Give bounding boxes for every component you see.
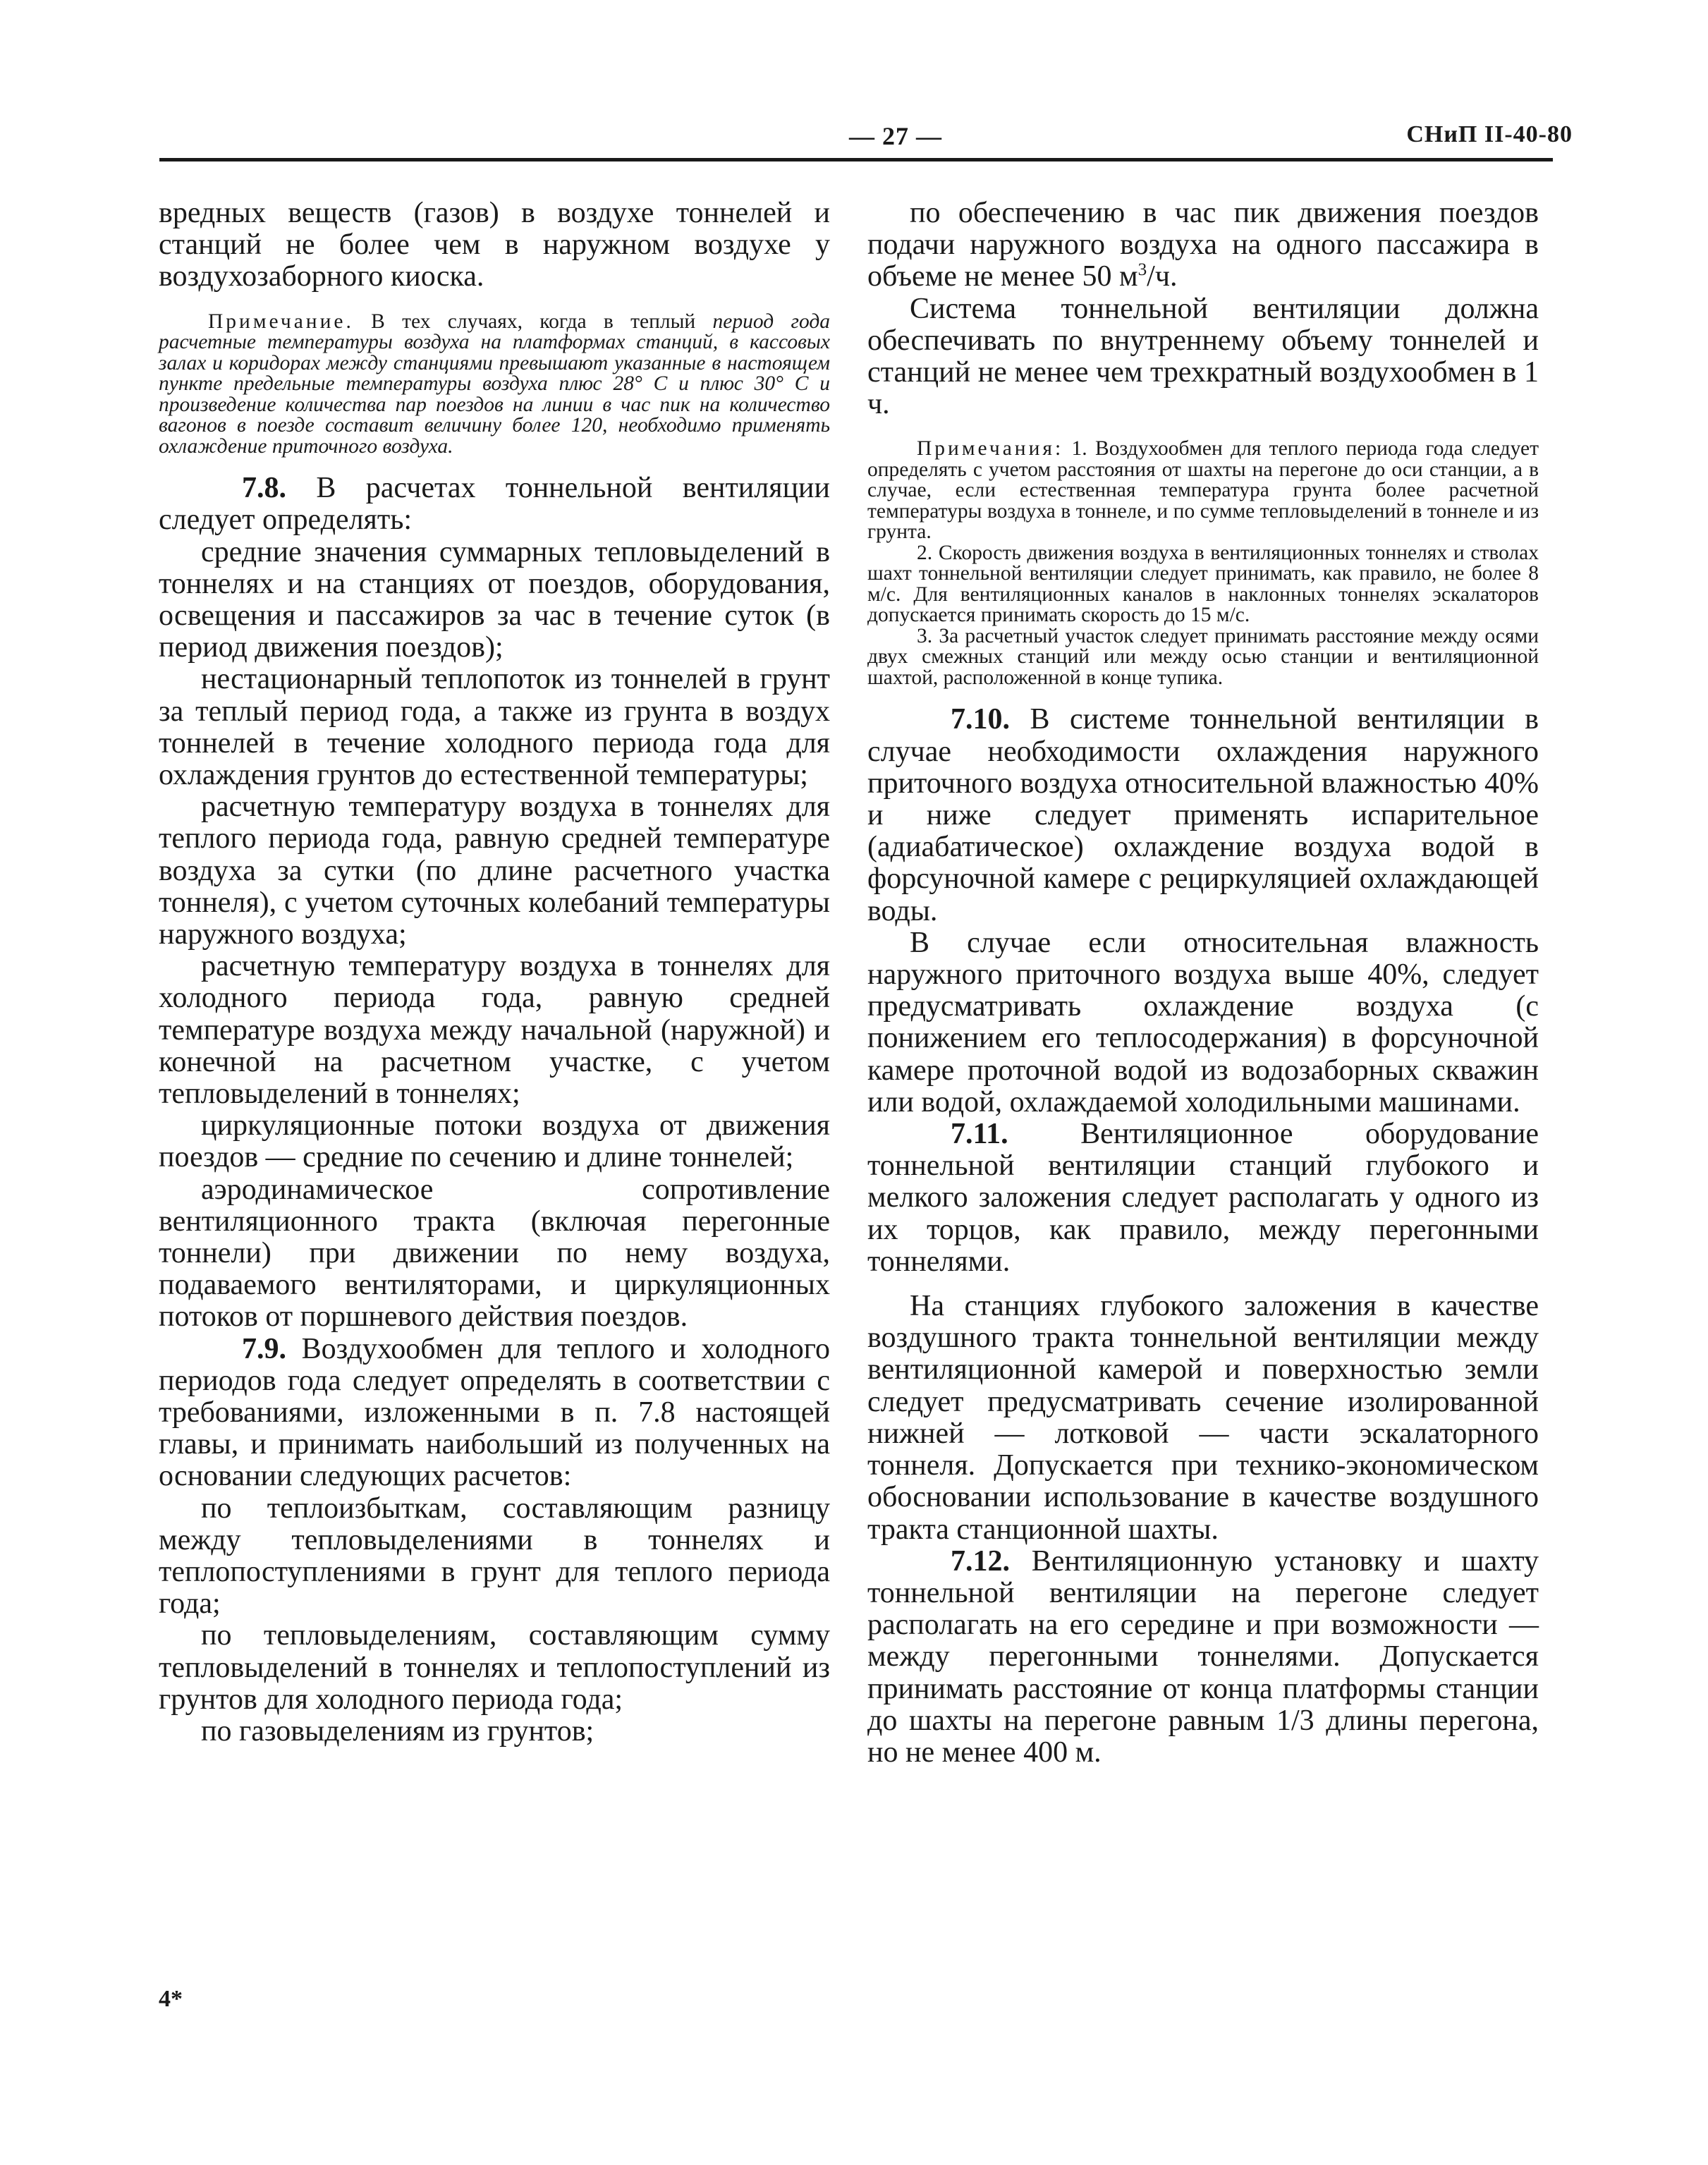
list-item: средние значения суммарных тепловыделений в тоннелях и на станциях от поездов, оборудования, освещения и пассажиров за час в течение суток (в период движения поездов); xyxy=(159,535,830,664)
note-paragraph: 3. За расчетный участок следует принимать расстояние между осями двух смежных станций или между осью станции и вентиляционной шахтой, расположенной в конце тупика. xyxy=(867,624,1539,689)
section-7-10 xyxy=(867,704,1539,927)
page-number: — 27 — xyxy=(849,122,942,150)
section-text: В расчетах тоннельной вентиляции следует определять: xyxy=(159,472,830,537)
section-7-11 xyxy=(867,1118,1539,1278)
note-text: В тех случаях, когда в теплый xyxy=(353,310,713,333)
note-text: 1. Воздухообмен для теплого периода года следует определять с учетом расстояния от шахты на перегоне до оси станции, а в случае, если естественная температура грунта более расчетной температуры воздуха в тоннеле, и по сумме тепловыделений в тоннеле и из грунта. xyxy=(867,437,1539,544)
section-7-12 xyxy=(867,1546,1539,1769)
note-italic-text: период года расчетные температуры воздуха на платформах станций, в кассовых залах и коридорах между станциями превышают указанные в настоящем пункте предельные температуры воздуха плюс 28° С и плюс 30° С и произведение количества пар поездов на линии в час пик на количество вагонов в поезде составит величину более 120, необходимо применять охлаждение приточного воздуха. xyxy=(159,310,831,458)
section-text: В системе тоннельной вентиляции в случае необходимости охлаждения наружного приточного воздуха относительной влажностью 40% и ниже следует применять испарительное (адиабатическое) охлаждение воздуха водой в форсуночной камере с рециркуляцией охлаждающей воды. xyxy=(867,703,1539,927)
list-item: по тепловыделениям, составляющим сумму тепловыделений в тоннелях и теплопоступлений из грунтов для холодного периода года; xyxy=(159,1619,830,1716)
list-item xyxy=(867,197,1539,293)
document-code: СНиП II-40-80 xyxy=(1406,121,1573,147)
section-number: 7.8. xyxy=(242,472,286,505)
section-text: Вентиляционное оборудование тоннельной вентиляции станций глубокого и мелкого заложения следует располагать у одного из их торцов, как правило, между перегонными тоннелями. xyxy=(867,1118,1539,1278)
section-number: 7.10. xyxy=(951,703,1010,736)
section-7-8 xyxy=(159,472,830,536)
list-item: расчетную температуру воздуха в тоннелях для холодного периода года, равную средней температуре воздуха между начальной (наружной) и конечной на расчетном участке, с учетом тепловыделений в тоннелях; xyxy=(159,950,830,1110)
list-item: расчетную температуру воздуха в тоннелях для теплого периода года, равную средней температуре воздуха за сутки (по длине расчетного участка тоннеля), с учетом суточных колебаний температуры наружного воздуха; xyxy=(159,791,830,951)
list-item: циркуляционные потоки воздуха от движения поездов — средние по сечению и длине тоннелей; xyxy=(159,1109,830,1174)
list-item: аэродинамическое сопротивление вентиляционного тракта (включая перегонные тоннели) при движении по нему воздуха, подаваемого вентиляторами, и циркуляционных потоков от поршневого действия поездов. xyxy=(159,1173,830,1334)
list-item-text: по обеспечению в час пик движения поездов подачи наружного воздуха на одного пассажира в объеме не менее 50 м xyxy=(867,197,1539,293)
note-paragraph xyxy=(867,439,1539,543)
note-paragraph xyxy=(159,312,830,458)
list-item-text-end: /ч. xyxy=(1147,260,1178,293)
paragraph-system: Система тоннельной вентиляции должна обеспечивать по внутреннему объему тоннелей и станций не менее чем трехкратный воздухообмен в 1 ч. xyxy=(867,292,1539,421)
note-paragraph: 2. Скорость движения воздуха в вентиляционных тоннелях и стволах шахт тоннельной вентиляции следует принимать, как правило, не более 8 м/с. Для вентиляционных каналов в наклонных тоннелях эскалаторов допускается принимать скорость до 15 м/с. xyxy=(867,541,1539,627)
list-item: нестационарный теплопоток из тоннелей в грунт за теплый период года, а также из грунта в воздух тоннелей в течение холодного периода года для охлаждения грунтов до естественной температуры; xyxy=(159,663,830,791)
list-item: по газовыделениям из грунтов; xyxy=(201,1715,594,1748)
note-lead: Примечание. xyxy=(208,310,354,333)
notes-lead: Примечания: xyxy=(917,437,1064,461)
left-column xyxy=(159,197,830,1748)
paragraph: В случае если относительная влажность наружного приточного воздуха выше 40%, следует предусматривать охлаждение воздуха (с понижением его теплосодержания) в форсуночной камере проточной водой из водозаборных скважин или водой, охлаждаемой холодильными машинами. xyxy=(867,926,1539,1118)
section-text: Воздухообмен для теплого и холодного периодов года следует определять в соответствии с требованиями, изложенными в п. 7.8 настоящей главы, и принимать наибольший из полученных на основании следующих расчетов: xyxy=(159,1332,830,1493)
section-text: Вентиляционную установку и шахту тоннельной вентиляции на перегоне следует располагать на его середине и при возможности — между перегонными тоннелями. Допускается принимать расстояние от конца платформы станции до шахты на перегоне равным 1/3 длины перегона, но не менее 400 м. xyxy=(867,1544,1539,1769)
signature-mark: 4* xyxy=(159,1986,183,2012)
paragraph-continuation: вредных веществ (газов) в воздухе тоннелей и станций не более чем в наружном воздухе у воздухозаборного киоска. xyxy=(159,197,830,293)
section-number: 7.12. xyxy=(951,1544,1010,1578)
note-block xyxy=(159,312,830,458)
section-number: 7.9. xyxy=(242,1332,286,1365)
right-column xyxy=(867,197,1539,1769)
list-item: по теплоизбыткам, составляющим разницу между тепловыделениями в тоннелях и теплопоступлениями в грунт для теплого периода года; xyxy=(159,1492,830,1621)
notes-block xyxy=(867,439,1539,688)
section-number: 7.11. xyxy=(951,1118,1008,1151)
paragraph: На станциях глубокого заложения в качестве воздушного тракта тоннельной вентиляции между вентиляционной камерой и поверхностью земли следует предусматривать сечение изолированной нижней — лотковой — части эскалаторного тоннеля. Допускается при технико-экономическом обосновании использование в качестве воздушного тракта станционной шахты. xyxy=(867,1290,1539,1546)
header-rule xyxy=(159,158,1553,161)
superscript: 3 xyxy=(1137,260,1147,280)
section-7-9 xyxy=(159,1334,830,1493)
